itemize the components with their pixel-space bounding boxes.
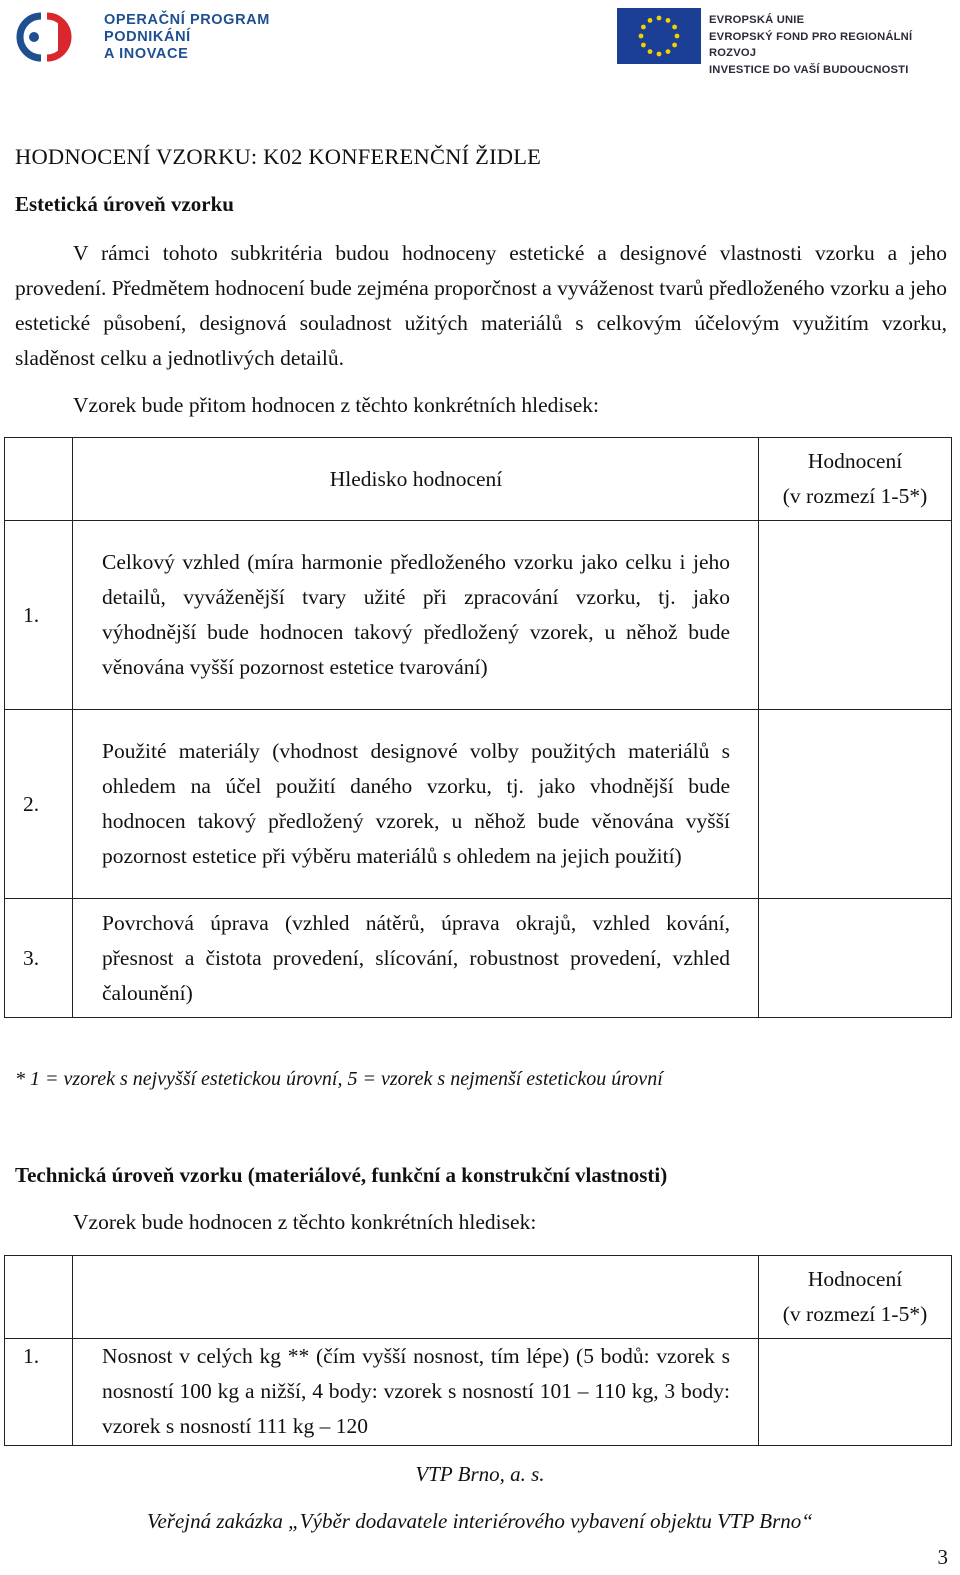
footer-company: VTP Brno, a. s. bbox=[415, 1462, 545, 1486]
aesthetic-criteria-table bbox=[4, 437, 952, 1018]
criterion-text: Nosnost v celých kg ** (čím vyšší nosnost, tím lépe) (5 bodů: vzorek s nosností 100 kg a nižší, 4 body: vzorek s nosností 101 – 110 kg, 3 body: vzorek s nosností 111 kg – 120 bbox=[73, 1339, 759, 1446]
criterion-number: 1. bbox=[5, 521, 73, 710]
section-intro-technical: Vzorek bude hodnocen z těchto konkrétních hledisek: bbox=[73, 1210, 537, 1234]
table-row bbox=[5, 899, 952, 1018]
table-header-criterion: Hledisko hodnocení bbox=[73, 438, 759, 521]
oppi-logo-text bbox=[104, 12, 270, 63]
criterion-text: Celkový vzhled (míra harmonie předloženého vzorku jako celku i jeho detailů, vyváženější tvary užité při zpracování vzorku, tj. jako výhodnější bude hodnocen takový předložený vzorek, u něhož bude věnována vyšší pozornost estetice tvarování) bbox=[73, 521, 759, 710]
aesthetic-footnote: * 1 = vzorek s nejvyšší estetickou úrovní, 5 = vzorek s nejmenší estetickou úrovní bbox=[15, 1068, 663, 1090]
section-paragraph-aesthetic: V rámci tohoto subkritéria budou hodnoceny estetické a designové vlastnosti vzorku a jeho provedení. Předmětem hodnocení bude zejména proporčnost a vyváženost tvarů předloženého vzorku a jeho estetické působení, designová souladnost užitých materiálů s celkovým účelovým využitím vzorku, sladěnost celku a jednotlivých detailů. bbox=[15, 241, 947, 370]
page-number: 3 bbox=[937, 1545, 948, 1569]
rating-cell bbox=[759, 1339, 952, 1446]
section-heading-aesthetic: Estetická úroveň vzorku bbox=[15, 192, 234, 216]
table-row bbox=[5, 521, 952, 710]
table-header-row bbox=[5, 1256, 952, 1339]
footer-contract-title: Veřejná zakázka „Výběr dodavatele interiérového vybavení objektu VTP Brno“ bbox=[146, 1509, 813, 1533]
rating-header-line: (v rozmezí 1-5*) bbox=[782, 1302, 928, 1326]
section-intro-aesthetic: Vzorek bude přitom hodnocen z těchto konkrétních hledisek: bbox=[73, 393, 599, 417]
criterion-number: 1. bbox=[5, 1339, 73, 1446]
rating-header-line: Hodnocení bbox=[807, 1267, 903, 1291]
table-header-num-cell bbox=[5, 438, 73, 521]
criterion-text: Použité materiály (vhodnost designové volby použitých materiálů s ohledem na účel použití daného vzorku, tj. jako vhodnější bude hodnocen takový předložený vzorek, u něhož bude věnována vyšší pozornost estetice při výběru materiálů s ohledem na jejich použití) bbox=[73, 710, 759, 899]
rating-cell bbox=[759, 710, 952, 899]
oppi-logo-mark-icon bbox=[14, 10, 72, 64]
rating-cell bbox=[759, 521, 952, 710]
eu-logo-line: INVESTICE DO VAŠÍ BUDOUCNOSTI bbox=[709, 63, 909, 76]
oppi-logo bbox=[14, 8, 284, 66]
rating-cell bbox=[759, 899, 952, 1018]
technical-criteria-table bbox=[4, 1255, 952, 1446]
eu-logo-line: EVROPSKÁ UNIE bbox=[709, 14, 805, 26]
eu-flag-icon bbox=[617, 8, 701, 64]
oppi-logo-line: OPERAČNÍ PROGRAM bbox=[104, 12, 270, 28]
table-row bbox=[5, 710, 952, 899]
rating-header-line: (v rozmezí 1-5*) bbox=[782, 484, 928, 508]
table-row bbox=[5, 1339, 952, 1446]
document-title: HODNOCENÍ VZORKU: K02 KONFERENČNÍ ŽIDLE bbox=[15, 144, 542, 169]
oppi-logo-line: A INOVACE bbox=[104, 46, 189, 62]
table-header-rating bbox=[759, 438, 952, 521]
section-heading-technical: Technická úroveň vzorku (materiálové, funkční a konstrukční vlastnosti) bbox=[15, 1163, 668, 1187]
eu-logo bbox=[617, 8, 947, 76]
table-header-row bbox=[5, 438, 952, 521]
rating-header-line: Hodnocení bbox=[807, 449, 903, 473]
table-header-rating bbox=[759, 1256, 952, 1339]
eu-logo-line: EVROPSKÝ FOND PRO REGIONÁLNÍ ROZVOJ bbox=[709, 30, 913, 59]
table-header-criterion bbox=[73, 1256, 759, 1339]
criterion-text: Povrchová úprava (vzhled nátěrů, úprava okrajů, vzhled kování, přesnost a čistota provedení, slícování, robustnost provedení, vzhled čalounění) bbox=[73, 899, 759, 1018]
eu-logo-text bbox=[709, 12, 947, 78]
criterion-number: 3. bbox=[5, 899, 73, 1018]
criterion-number: 2. bbox=[5, 710, 73, 899]
oppi-logo-line: PODNIKÁNÍ bbox=[104, 29, 191, 45]
table-header-num-cell bbox=[5, 1256, 73, 1339]
